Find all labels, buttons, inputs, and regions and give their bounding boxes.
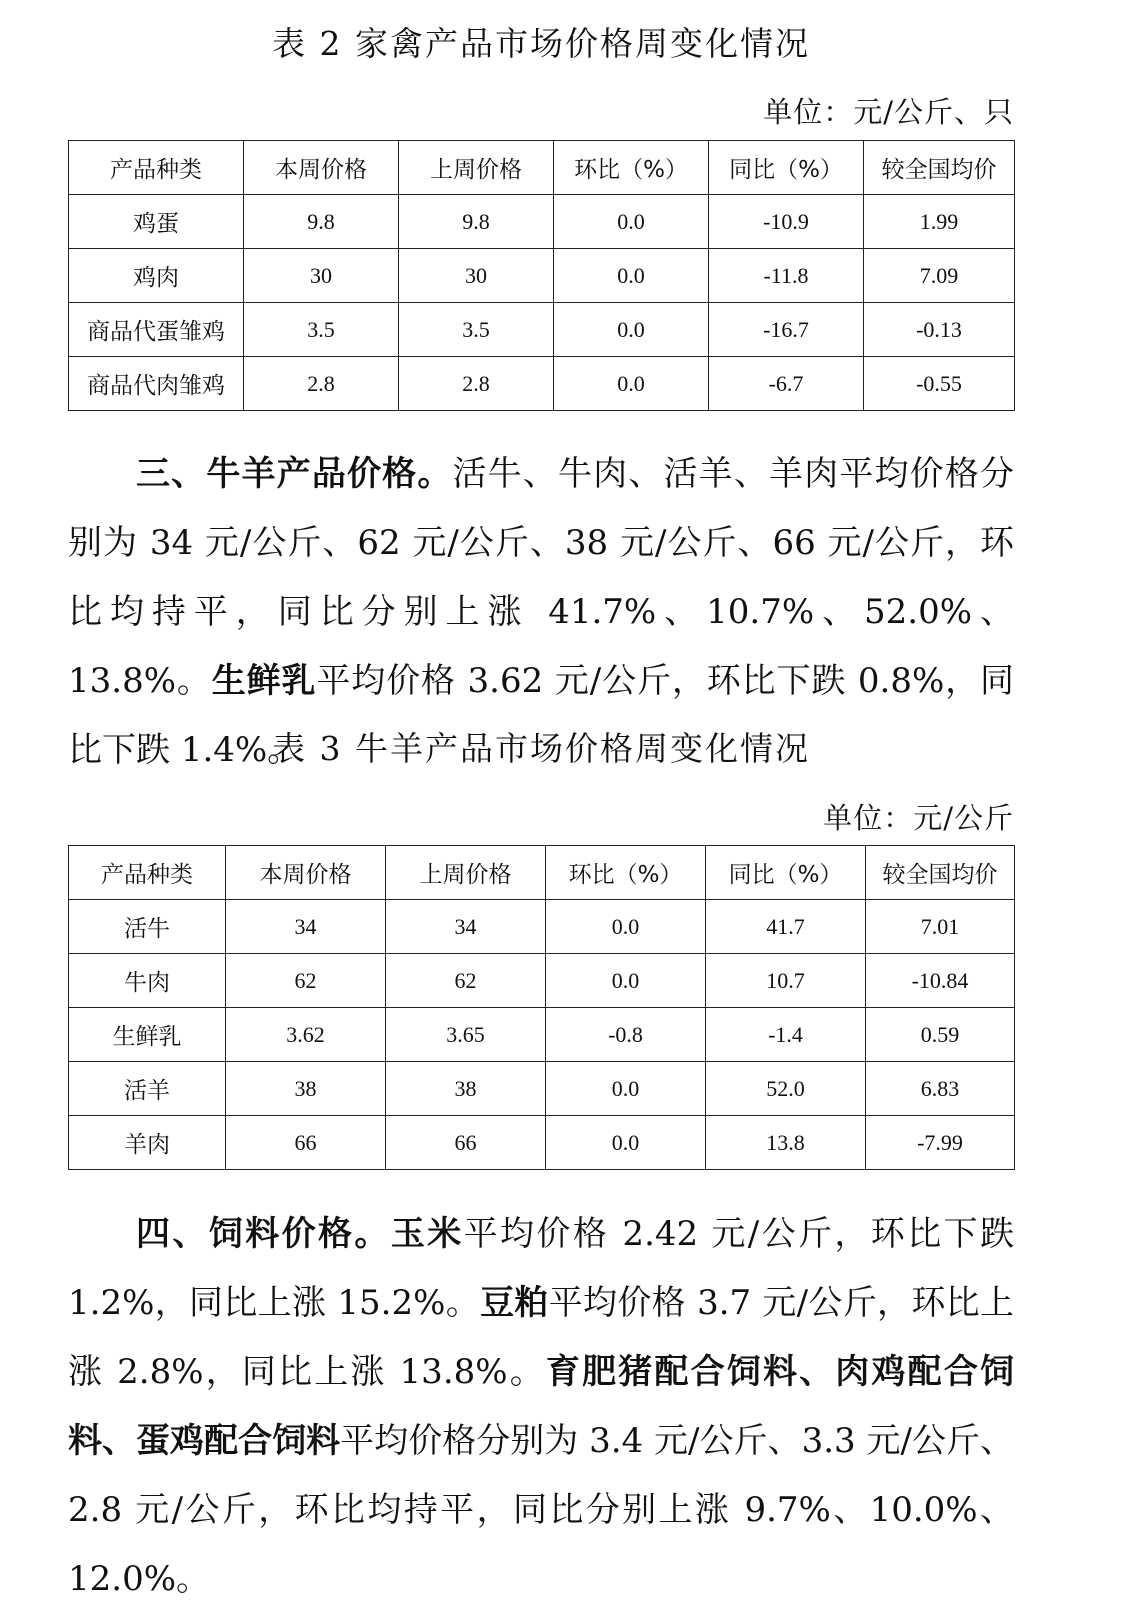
table-cell: 牛肉 (69, 954, 226, 1008)
table-row (69, 195, 1015, 249)
table-cell: 30 (399, 249, 554, 303)
section4-paragraph (68, 1200, 1014, 1614)
section4-text: 平均价格 2.42 元/公斤，环比下跌 1.2%，同比上涨 15.2%。 (68, 1214, 1015, 1323)
table-cell: 3.62 (226, 1008, 386, 1062)
table2-unit: 单位：元/公斤、只 (763, 95, 1014, 129)
table-cell: 38 (226, 1062, 386, 1116)
table2-header-cell: 本周价格 (244, 141, 399, 195)
section3-text: 平均价格 3.62 元/公斤，环比下跌 0.8%，同比下跌 1.4%。 (68, 661, 1015, 770)
table-cell: 0.0 (546, 900, 706, 954)
table-cell: 3.5 (399, 303, 554, 357)
table-cell: 3.5 (244, 303, 399, 357)
table-cell: -10.9 (709, 195, 864, 249)
table-cell: 62 (226, 954, 386, 1008)
table2-header-cell: 同比（%） (709, 141, 864, 195)
section4-text: 平均价格分别为 3.4 元/公斤、3.3 元/公斤、2.8 元/公斤，环比均持平，同比分别上涨 9.7%、10.0%、12.0%。 (68, 1421, 1014, 1599)
table-cell: 生鲜乳 (69, 1008, 226, 1062)
table-cell: -0.8 (546, 1008, 706, 1062)
table-cell: -0.55 (864, 357, 1015, 411)
table-cell: -0.13 (864, 303, 1015, 357)
table-row (69, 900, 1015, 954)
table2-header-row (69, 141, 1015, 195)
section4-keyword: 育肥猪配合饲料、肉鸡配合饲料、蛋鸡配合饲料 (68, 1352, 1014, 1461)
table2-header-cell: 产品种类 (69, 141, 244, 195)
table-cell: -16.7 (709, 303, 864, 357)
table-cell: 2.8 (244, 357, 399, 411)
table-cell: 10.7 (706, 954, 866, 1008)
table-cell: 66 (386, 1116, 546, 1170)
table3-header-cell: 较全国均价 (866, 846, 1015, 900)
table2 (68, 140, 1015, 411)
table-cell: 34 (226, 900, 386, 954)
table2-header-cell: 较全国均价 (864, 141, 1015, 195)
table-row (69, 357, 1015, 411)
table-cell: 活牛 (69, 900, 226, 954)
table-cell: 0.0 (554, 357, 709, 411)
table-cell: 62 (386, 954, 546, 1008)
section3-text: 活牛、牛肉、活羊、羊肉平均价格分别为 34 元/公斤、62 元/公斤、38 元/公斤、66 元/公斤，环比均持平，同比分别上涨 41.7%、10.7%、52.0%、13.8%。 (68, 454, 1014, 701)
table2-title: 表 2 家禽产品市场价格周变化情况 (272, 24, 810, 63)
table-cell: 41.7 (706, 900, 866, 954)
table-cell: 活羊 (69, 1062, 226, 1116)
section4-heading: 四、饲料价格。 (136, 1214, 391, 1254)
table-cell: 鸡蛋 (69, 195, 244, 249)
table-cell: 2.8 (399, 357, 554, 411)
table-cell: 0.0 (546, 1116, 706, 1170)
table3 (68, 845, 1015, 1170)
table-cell: 6.83 (866, 1062, 1015, 1116)
table-row (69, 249, 1015, 303)
table3-unit: 单位：元/公斤 (823, 801, 1014, 835)
table2-header-cell: 环比（%） (554, 141, 709, 195)
table-cell: 38 (386, 1062, 546, 1116)
table-cell: 商品代蛋雏鸡 (69, 303, 244, 357)
table3-header-cell: 同比（%） (706, 846, 866, 900)
table-cell: -7.99 (866, 1116, 1015, 1170)
table-cell: -10.84 (866, 954, 1015, 1008)
table-cell: 13.8 (706, 1116, 866, 1170)
table3-header-cell: 环比（%） (546, 846, 706, 900)
table-cell: 1.99 (864, 195, 1015, 249)
table-cell: -11.8 (709, 249, 864, 303)
table3-header-cell: 产品种类 (69, 846, 226, 900)
table-cell: 0.0 (554, 195, 709, 249)
table-cell: 30 (244, 249, 399, 303)
section4-text: 平均价格 3.7 元/公斤，环比上涨 2.8%，同比上涨 13.8%。 (68, 1283, 1014, 1392)
section3-keyword: 生鲜乳 (211, 661, 317, 701)
table3-header-cell: 上周价格 (386, 846, 546, 900)
table-cell: 羊肉 (69, 1116, 226, 1170)
table3-header-cell: 本周价格 (226, 846, 386, 900)
table-cell: 9.8 (244, 195, 399, 249)
section4-keyword: 豆粕 (480, 1283, 549, 1323)
table-row (69, 1008, 1015, 1062)
table-row (69, 1062, 1015, 1116)
table-cell: 鸡肉 (69, 249, 244, 303)
table-row (69, 303, 1015, 357)
table-cell: 66 (226, 1116, 386, 1170)
table-row (69, 1116, 1015, 1170)
table-cell: 9.8 (399, 195, 554, 249)
table-cell: 0.0 (546, 954, 706, 1008)
table-cell: 商品代肉雏鸡 (69, 357, 244, 411)
table3-title: 表 3 牛羊产品市场价格周变化情况 (272, 729, 810, 768)
table-cell: -6.7 (709, 357, 864, 411)
section4-keyword: 玉米 (390, 1214, 464, 1254)
table-cell: 0.0 (554, 303, 709, 357)
table-cell: 34 (386, 900, 546, 954)
table-cell: 7.09 (864, 249, 1015, 303)
section3-heading: 三、牛羊产品价格。 (136, 454, 453, 494)
table-cell: 3.65 (386, 1008, 546, 1062)
table-cell: -1.4 (706, 1008, 866, 1062)
table-cell: 0.0 (546, 1062, 706, 1116)
table-cell: 0.0 (554, 249, 709, 303)
table3-header-row (69, 846, 1015, 900)
table-cell: 7.01 (866, 900, 1015, 954)
table2-header-cell: 上周价格 (399, 141, 554, 195)
table-row (69, 954, 1015, 1008)
table-cell: 0.59 (866, 1008, 1015, 1062)
table-cell: 52.0 (706, 1062, 866, 1116)
